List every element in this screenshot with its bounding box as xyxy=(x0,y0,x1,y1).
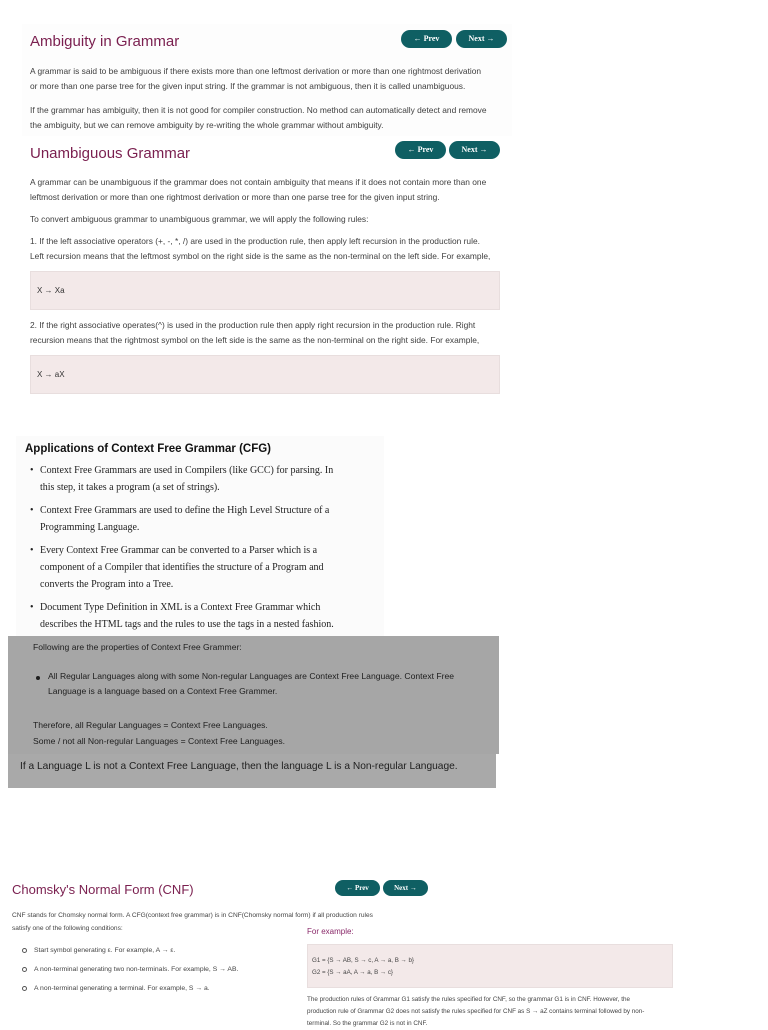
text-line: production rule of Grammar G2 does not satisfy the rules specified for CNF as S → aZ contains terminal followed by non- xyxy=(307,1008,645,1015)
cnf-note xyxy=(307,994,644,1030)
prev-button[interactable]: ← Prev xyxy=(395,141,446,159)
prev-button[interactable]: ← Prev xyxy=(401,30,452,48)
text-line: If the grammar has ambiguity, then it is not good for compiler construction. No method can automatically detect and remove xyxy=(30,105,487,115)
circle-bullet-icon xyxy=(22,986,27,991)
text-line: leftmost derivation or more than one rightmost derivation or more than one parse tree for the given input string. xyxy=(30,192,440,202)
text-line: Context Free Grammars are used in Compilers (like GCC) for parsing. In xyxy=(40,465,334,476)
prev-button[interactable]: ← Prev xyxy=(335,880,380,896)
list-item xyxy=(30,502,375,536)
text-line: 2. If the right associative operates(^) is used in the production rule then apply right recursion in the production rule. Right xyxy=(30,320,476,330)
bullet-icon: • xyxy=(30,545,34,556)
properties-intro: Following are the properties of Context Free Grammer: xyxy=(33,642,242,652)
bullet-icon: • xyxy=(30,465,34,476)
list-item xyxy=(22,982,238,995)
text-line: recursion means that the rightmost symbol on the left side is the same as the non-terminal on the right side. For example, xyxy=(30,335,480,345)
next-button[interactable]: Next → xyxy=(449,141,500,159)
text-line: converts the Program into a Tree. xyxy=(40,579,174,590)
text-line: A grammar is said to be ambiguous if there exists more than one leftmost derivation or more than one rightmost derivation xyxy=(30,66,482,76)
ambiguity-para-1 xyxy=(30,64,481,94)
cnf-conditions-list xyxy=(22,944,238,1001)
bullet-icon: • xyxy=(30,602,34,613)
next-button[interactable]: Next → xyxy=(456,30,507,48)
list-item xyxy=(22,944,238,957)
text-line: the ambiguity, but we can remove ambiguity by re-writing the whole grammar without ambiguity. xyxy=(30,120,384,130)
text-line: The production rules of Grammar G1 satisfy the rules specified for CNF, so the grammar G1 is in CNF. However, the xyxy=(307,996,631,1003)
properties-line-1: Therefore, all Regular Languages = Context Free Languages. xyxy=(33,720,268,730)
rule-1 xyxy=(30,234,490,264)
text-line: A non-terminal generating a terminal. For example, S → a. xyxy=(34,985,210,992)
code-text: X → aX xyxy=(37,370,65,379)
bullet-icon xyxy=(36,676,40,680)
rule-2 xyxy=(30,318,479,348)
text-line: Language is a language based on a Context Free Grammer. xyxy=(48,686,278,696)
text-line: satisfy one of the following conditions: xyxy=(12,925,123,932)
text-line: Programming Language. xyxy=(40,522,140,533)
properties-line-2: Some / not all Non-regular Languages = Context Free Languages. xyxy=(33,736,286,746)
text-line: Left recursion means that the leftmost symbol on the right side is the same as the non-terminal on the left side. For example, xyxy=(30,251,491,261)
properties-item xyxy=(48,669,454,699)
cnf-title: Chomsky's Normal Form (CNF) xyxy=(12,882,194,897)
text-line: Start symbol generating ε. For example, A → ε. xyxy=(34,947,176,954)
text-line: describes the HTML tags and the rules to use the tags in a nested fashion. xyxy=(40,619,334,630)
unambiguous-para-1 xyxy=(30,175,486,205)
cfg-title: Applications of Context Free Grammar (CFG) xyxy=(25,443,272,455)
ambiguity-para-2 xyxy=(30,103,487,133)
text-line: or more than one parse tree for the given input string. If the grammar is not ambiguous, then it is called unambiguous. xyxy=(30,81,466,91)
grammar-g1: G1 = {S → AB, S → c, A → a, B → b} xyxy=(312,957,414,964)
circle-bullet-icon xyxy=(22,967,27,972)
text-line: A non-terminal generating two non-terminals. For example, S → AB. xyxy=(34,966,239,973)
text-line: A grammar can be unambiguous if the grammar does not contain ambiguity that means if it does not contain more than one xyxy=(30,177,487,187)
text-line: Context Free Grammars are used to define the High Level Structure of a xyxy=(40,505,330,516)
text-line: Document Type Definition in XML is a Context Free Grammar which xyxy=(40,602,321,613)
text-line: component of a Compiler that identifies the structure of a Program and xyxy=(40,562,324,573)
code-example-left-recursion xyxy=(30,271,500,310)
code-text: X → Xa xyxy=(37,286,65,295)
code-example-right-recursion xyxy=(30,355,500,394)
bullet-icon: • xyxy=(30,505,34,516)
unambiguous-title: Unambiguous Grammar xyxy=(30,145,191,162)
list-item xyxy=(30,542,375,593)
text-line: 1. If the left associative operators (+, -, *, /) are used in the production rule, then apply left recursion in the production rule. xyxy=(30,236,480,246)
text-line: this step, it takes a program (a set of strings). xyxy=(40,482,220,493)
list-item xyxy=(30,599,375,633)
text-line: terminal. So the grammar G2 is not in CNF. xyxy=(307,1020,428,1027)
cfg-list xyxy=(30,462,375,639)
list-item xyxy=(30,462,375,496)
for-example-label: For example: xyxy=(307,927,354,936)
unambiguous-para-2: To convert ambiguous grammar to unambiguous grammar, we will apply the following rules: xyxy=(30,214,369,224)
text-line: Every Context Free Grammar can be converted to a Parser which is a xyxy=(40,545,318,556)
circle-bullet-icon xyxy=(22,948,27,953)
ambiguity-title: Ambiguity in Grammar xyxy=(30,33,180,50)
text-line: CNF stands for Chomsky normal form. A CFG(context free grammar) is in CNF(Chomsky normal form) if all production rules xyxy=(12,912,373,919)
next-button[interactable]: Next → xyxy=(383,880,428,896)
list-item xyxy=(22,963,238,976)
grammar-g2: G2 = {S → aA, A → a, B → c} xyxy=(312,969,393,976)
text-line: All Regular Languages along with some Non-regular Languages are Context Free Language. Context Free xyxy=(48,671,455,681)
properties-line-3: If a Language L is not a Context Free Language, then the language L is a Non-regular Language. xyxy=(20,761,458,772)
